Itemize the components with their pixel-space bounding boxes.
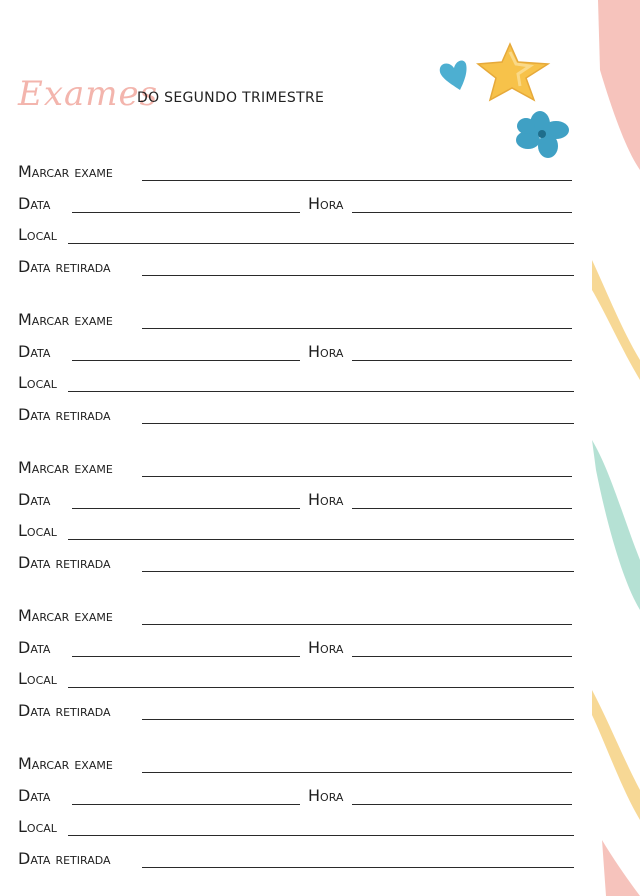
data-field-input-line[interactable] bbox=[72, 508, 300, 509]
data-field-label: Data bbox=[18, 341, 51, 361]
hora-field-label: Hora bbox=[308, 637, 344, 657]
local-field-input-line[interactable] bbox=[68, 243, 574, 244]
hora-field-input-line[interactable] bbox=[352, 656, 572, 657]
marcar-exame-field bbox=[18, 155, 572, 181]
local-field-label: Local bbox=[18, 669, 57, 688]
hora-field-label: Hora bbox=[308, 785, 344, 805]
marcar-exame-field bbox=[18, 451, 572, 477]
heart-icon bbox=[440, 61, 467, 90]
decoration-group bbox=[430, 34, 580, 164]
page-subtitle: DO SEGUNDO TRIMESTRE bbox=[137, 90, 325, 106]
data-field bbox=[18, 335, 300, 361]
data-field-label: Data bbox=[18, 193, 51, 213]
data-field bbox=[18, 779, 300, 805]
hora-field bbox=[308, 187, 572, 213]
local-field-input-line[interactable] bbox=[68, 835, 574, 836]
local-field bbox=[18, 218, 574, 244]
marcar-exame-field-label: Marcar exame bbox=[18, 606, 113, 625]
data-retirada-field-label: Data retirada bbox=[18, 256, 111, 276]
hora-field-label: Hora bbox=[308, 341, 344, 361]
data-retirada-field bbox=[18, 546, 574, 572]
data-retirada-field bbox=[18, 694, 574, 720]
data-field-input-line[interactable] bbox=[72, 212, 300, 213]
data-field bbox=[18, 483, 300, 509]
hora-field-input-line[interactable] bbox=[352, 360, 572, 361]
hora-field-label: Hora bbox=[308, 489, 344, 509]
flower-icon bbox=[516, 111, 569, 158]
data-retirada-field-input-line[interactable] bbox=[142, 275, 574, 276]
local-field-input-line[interactable] bbox=[68, 539, 574, 540]
marcar-exame-field-input-line[interactable] bbox=[142, 328, 572, 329]
data-retirada-field-input-line[interactable] bbox=[142, 571, 574, 572]
marcar-exame-field-label: Marcar exame bbox=[18, 754, 113, 773]
data-field-label: Data bbox=[18, 785, 51, 805]
data-field-input-line[interactable] bbox=[72, 804, 300, 805]
marcar-exame-field-input-line[interactable] bbox=[142, 180, 572, 181]
watercolor-edge bbox=[592, 0, 640, 896]
marcar-exame-field-input-line[interactable] bbox=[142, 624, 572, 625]
hora-field bbox=[308, 631, 572, 657]
data-field-label: Data bbox=[18, 489, 51, 509]
data-retirada-field bbox=[18, 398, 574, 424]
local-field-label: Local bbox=[18, 521, 57, 540]
local-field bbox=[18, 514, 574, 540]
local-field bbox=[18, 366, 574, 392]
data-field bbox=[18, 187, 300, 213]
marcar-exame-field bbox=[18, 747, 572, 773]
star-icon bbox=[478, 44, 548, 100]
marcar-exame-field-input-line[interactable] bbox=[142, 772, 572, 773]
marcar-exame-field-input-line[interactable] bbox=[142, 476, 572, 477]
data-retirada-field-label: Data retirada bbox=[18, 552, 111, 572]
data-retirada-field-label: Data retirada bbox=[18, 848, 111, 868]
data-retirada-field-label: Data retirada bbox=[18, 700, 111, 720]
data-retirada-field-label: Data retirada bbox=[18, 404, 111, 424]
marcar-exame-field-label: Marcar exame bbox=[18, 310, 113, 329]
hora-field-input-line[interactable] bbox=[352, 212, 572, 213]
local-field bbox=[18, 810, 574, 836]
hora-field bbox=[308, 779, 572, 805]
hora-field-input-line[interactable] bbox=[352, 804, 572, 805]
local-field bbox=[18, 662, 574, 688]
hora-field-label: Hora bbox=[308, 193, 344, 213]
data-field-input-line[interactable] bbox=[72, 656, 300, 657]
local-field-label: Local bbox=[18, 225, 57, 244]
local-field-label: Local bbox=[18, 817, 57, 836]
marcar-exame-field-label: Marcar exame bbox=[18, 458, 113, 477]
local-field-input-line[interactable] bbox=[68, 391, 574, 392]
data-field bbox=[18, 631, 300, 657]
marcar-exame-field bbox=[18, 303, 572, 329]
marcar-exame-field-label: Marcar exame bbox=[18, 162, 113, 181]
marcar-exame-field bbox=[18, 599, 572, 625]
local-field-label: Local bbox=[18, 373, 57, 392]
page-title: Exames bbox=[18, 74, 159, 114]
hora-field bbox=[308, 483, 572, 509]
data-field-label: Data bbox=[18, 637, 51, 657]
hora-field bbox=[308, 335, 572, 361]
hora-field-input-line[interactable] bbox=[352, 508, 572, 509]
data-retirada-field bbox=[18, 842, 574, 868]
data-retirada-field-input-line[interactable] bbox=[142, 719, 574, 720]
local-field-input-line[interactable] bbox=[68, 687, 574, 688]
data-field-input-line[interactable] bbox=[72, 360, 300, 361]
data-retirada-field bbox=[18, 250, 574, 276]
data-retirada-field-input-line[interactable] bbox=[142, 423, 574, 424]
data-retirada-field-input-line[interactable] bbox=[142, 867, 574, 868]
